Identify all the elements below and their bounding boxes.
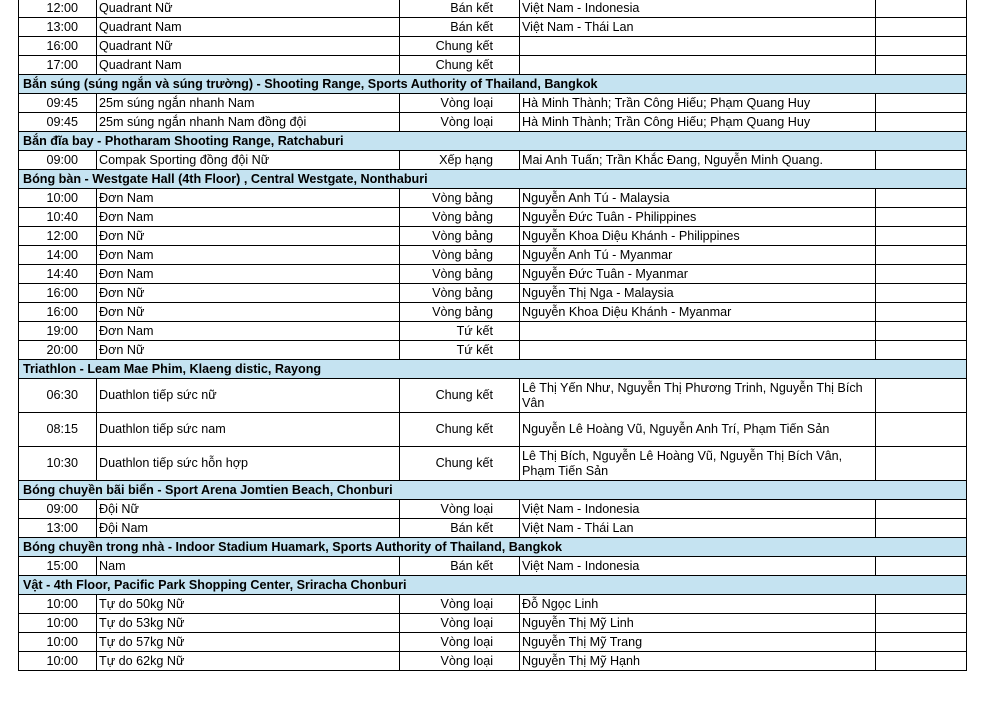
section-header-row — [19, 538, 967, 557]
time-cell: 17:00 — [19, 56, 97, 75]
round-cell: Tứ kết — [400, 341, 520, 360]
event-cell: Đơn Nữ — [97, 303, 400, 322]
athletes-cell: Đỗ Ngọc Linh — [520, 595, 876, 614]
athletes-cell: Nguyễn Thị Mỹ Linh — [520, 614, 876, 633]
athletes-cell: Nguyễn Thị Mỹ Hạnh — [520, 652, 876, 671]
time-cell: 10:30 — [19, 447, 97, 481]
event-cell: Đơn Nữ — [97, 341, 400, 360]
round-cell: Bán kết — [400, 18, 520, 37]
athletes-cell: Nguyễn Đức Tuân - Myanmar — [520, 265, 876, 284]
athletes-cell — [520, 341, 876, 360]
extra-cell — [876, 500, 967, 519]
athletes-cell: Mai Anh Tuấn; Trần Khắc Đang, Nguyễn Minh Quang. — [520, 151, 876, 170]
extra-cell — [876, 208, 967, 227]
time-cell: 13:00 — [19, 18, 97, 37]
round-cell: Chung kết — [400, 379, 520, 413]
time-cell: 08:15 — [19, 413, 97, 447]
round-cell: Vòng bảng — [400, 189, 520, 208]
round-cell: Vòng loại — [400, 614, 520, 633]
round-cell: Xếp hạng — [400, 151, 520, 170]
event-cell: Đơn Nữ — [97, 227, 400, 246]
round-cell: Vòng loại — [400, 113, 520, 132]
round-cell: Vòng loại — [400, 633, 520, 652]
table-row — [19, 379, 967, 413]
table-row — [19, 557, 967, 576]
section-header-row — [19, 576, 967, 595]
schedule-sheet — [18, 0, 966, 671]
section-header-row — [19, 132, 967, 151]
table-row — [19, 303, 967, 322]
event-cell: Đơn Nam — [97, 246, 400, 265]
round-cell: Vòng bảng — [400, 284, 520, 303]
event-cell: Compak Sporting đồng đội Nữ — [97, 151, 400, 170]
extra-cell — [876, 303, 967, 322]
round-cell: Vòng loại — [400, 94, 520, 113]
table-row — [19, 614, 967, 633]
event-cell: Đơn Nam — [97, 265, 400, 284]
athletes-cell: Nguyễn Thị Nga - Malaysia — [520, 284, 876, 303]
event-cell: Quadrant Nữ — [97, 0, 400, 18]
table-row — [19, 0, 967, 18]
section-title: Bóng bàn - Westgate Hall (4th Floor) , Central Westgate, Nonthaburi — [19, 170, 967, 189]
time-cell: 13:00 — [19, 519, 97, 538]
extra-cell — [876, 284, 967, 303]
time-cell: 15:00 — [19, 557, 97, 576]
event-cell: Đội Nam — [97, 519, 400, 538]
extra-cell — [876, 151, 967, 170]
table-row — [19, 18, 967, 37]
section-header-row — [19, 481, 967, 500]
time-cell: 19:00 — [19, 322, 97, 341]
section-title: Bắn đĩa bay - Photharam Shooting Range, Ratchaburi — [19, 132, 967, 151]
event-cell: Tự do 53kg Nữ — [97, 614, 400, 633]
time-cell: 09:00 — [19, 151, 97, 170]
time-cell: 14:40 — [19, 265, 97, 284]
event-cell: Tự do 57kg Nữ — [97, 633, 400, 652]
table-row — [19, 227, 967, 246]
table-row — [19, 265, 967, 284]
event-cell: Quadrant Nam — [97, 56, 400, 75]
athletes-cell: Việt Nam - Indonesia — [520, 0, 876, 18]
table-row — [19, 113, 967, 132]
event-cell: 25m súng ngắn nhanh Nam đồng đội — [97, 113, 400, 132]
athletes-cell: Việt Nam - Thái Lan — [520, 519, 876, 538]
section-title: Bóng chuyền bãi biển - Sport Arena Jomtien Beach, Chonburi — [19, 481, 967, 500]
time-cell: 14:00 — [19, 246, 97, 265]
table-row — [19, 94, 967, 113]
athletes-cell — [520, 37, 876, 56]
time-cell: 09:45 — [19, 113, 97, 132]
event-cell: Đội Nữ — [97, 500, 400, 519]
extra-cell — [876, 265, 967, 284]
time-cell: 06:30 — [19, 379, 97, 413]
round-cell: Tứ kết — [400, 322, 520, 341]
event-cell: Duathlon tiếp sức nam — [97, 413, 400, 447]
event-cell: 25m súng ngắn nhanh Nam — [97, 94, 400, 113]
athletes-cell: Hà Minh Thành; Trần Công Hiếu; Phạm Quang Huy — [520, 94, 876, 113]
round-cell: Bán kết — [400, 519, 520, 538]
event-cell: Quadrant Nam — [97, 18, 400, 37]
table-row — [19, 413, 967, 447]
time-cell: 10:00 — [19, 189, 97, 208]
table-row — [19, 447, 967, 481]
extra-cell — [876, 56, 967, 75]
extra-cell — [876, 519, 967, 538]
section-title: Vật - 4th Floor, Pacific Park Shopping Center, Sriracha Chonburi — [19, 576, 967, 595]
extra-cell — [876, 113, 967, 132]
table-row — [19, 37, 967, 56]
time-cell: 12:00 — [19, 0, 97, 18]
event-cell: Đơn Nam — [97, 208, 400, 227]
table-row — [19, 652, 967, 671]
section-header-row — [19, 360, 967, 379]
extra-cell — [876, 322, 967, 341]
round-cell: Vòng bảng — [400, 227, 520, 246]
time-cell: 16:00 — [19, 303, 97, 322]
athletes-cell — [520, 56, 876, 75]
table-row — [19, 208, 967, 227]
round-cell: Chung kết — [400, 413, 520, 447]
round-cell: Chung kết — [400, 37, 520, 56]
event-cell: Duathlon tiếp sức hỗn hợp — [97, 447, 400, 481]
time-cell: 16:00 — [19, 284, 97, 303]
time-cell: 10:00 — [19, 595, 97, 614]
table-row — [19, 322, 967, 341]
round-cell: Vòng loại — [400, 652, 520, 671]
athletes-cell: Lê Thị Bích, Nguyễn Lê Hoàng Vũ, Nguyễn Thị Bích Vân, Phạm Tiến Sản — [520, 447, 876, 481]
round-cell: Vòng loại — [400, 500, 520, 519]
table-row — [19, 595, 967, 614]
round-cell: Vòng bảng — [400, 265, 520, 284]
extra-cell — [876, 379, 967, 413]
event-cell: Đơn Nam — [97, 322, 400, 341]
round-cell: Vòng bảng — [400, 246, 520, 265]
section-title: Bóng chuyền trong nhà - Indoor Stadium Huamark, Sports Authority of Thailand, Bangkok — [19, 538, 967, 557]
table-row — [19, 284, 967, 303]
athletes-cell: Nguyễn Thị Mỹ Trang — [520, 633, 876, 652]
time-cell: 12:00 — [19, 227, 97, 246]
event-cell: Duathlon tiếp sức nữ — [97, 379, 400, 413]
table-row — [19, 341, 967, 360]
extra-cell — [876, 37, 967, 56]
athletes-cell: Nguyễn Anh Tú - Malaysia — [520, 189, 876, 208]
round-cell: Vòng bảng — [400, 303, 520, 322]
extra-cell — [876, 0, 967, 18]
extra-cell — [876, 614, 967, 633]
round-cell: Bán kết — [400, 557, 520, 576]
section-header-row — [19, 170, 967, 189]
athletes-cell: Việt Nam - Thái Lan — [520, 18, 876, 37]
athletes-cell: Hà Minh Thành; Trần Công Hiếu; Phạm Quang Huy — [520, 113, 876, 132]
time-cell: 10:00 — [19, 633, 97, 652]
event-cell: Đơn Nam — [97, 189, 400, 208]
section-header-row — [19, 75, 967, 94]
section-title: Triathlon - Leam Mae Phim, Klaeng distic, Rayong — [19, 360, 967, 379]
round-cell: Chung kết — [400, 447, 520, 481]
time-cell: 09:45 — [19, 94, 97, 113]
extra-cell — [876, 413, 967, 447]
event-cell: Tự do 50kg Nữ — [97, 595, 400, 614]
round-cell: Chung kết — [400, 56, 520, 75]
extra-cell — [876, 447, 967, 481]
time-cell: 10:00 — [19, 652, 97, 671]
time-cell: 09:00 — [19, 500, 97, 519]
extra-cell — [876, 94, 967, 113]
table-row — [19, 246, 967, 265]
athletes-cell: Việt Nam - Indonesia — [520, 557, 876, 576]
table-row — [19, 519, 967, 538]
table-row — [19, 633, 967, 652]
extra-cell — [876, 246, 967, 265]
extra-cell — [876, 341, 967, 360]
time-cell: 10:40 — [19, 208, 97, 227]
athletes-cell — [520, 322, 876, 341]
extra-cell — [876, 18, 967, 37]
round-cell: Vòng bảng — [400, 208, 520, 227]
round-cell: Vòng loại — [400, 595, 520, 614]
event-cell: Quadrant Nữ — [97, 37, 400, 56]
extra-cell — [876, 557, 967, 576]
athletes-cell: Nguyễn Anh Tú - Myanmar — [520, 246, 876, 265]
table-row — [19, 56, 967, 75]
extra-cell — [876, 633, 967, 652]
section-title: Bắn súng (súng ngắn và súng trường) - Shooting Range, Sports Authority of Thailand, Bangkok — [19, 75, 967, 94]
table-row — [19, 500, 967, 519]
athletes-cell: Việt Nam - Indonesia — [520, 500, 876, 519]
athletes-cell: Nguyễn Khoa Diệu Khánh - Philippines — [520, 227, 876, 246]
extra-cell — [876, 595, 967, 614]
table-row — [19, 151, 967, 170]
athletes-cell: Lê Thị Yến Như, Nguyễn Thị Phương Trinh, Nguyễn Thị Bích Vân — [520, 379, 876, 413]
table-row — [19, 189, 967, 208]
athletes-cell: Nguyễn Đức Tuân - Philippines — [520, 208, 876, 227]
athletes-cell: Nguyễn Lê Hoàng Vũ, Nguyễn Anh Trí, Phạm Tiến Sản — [520, 413, 876, 447]
time-cell: 16:00 — [19, 37, 97, 56]
athletes-cell: Nguyễn Khoa Diệu Khánh - Myanmar — [520, 303, 876, 322]
extra-cell — [876, 652, 967, 671]
round-cell: Bán kết — [400, 0, 520, 18]
extra-cell — [876, 189, 967, 208]
schedule-table — [18, 0, 967, 671]
event-cell: Tự do 62kg Nữ — [97, 652, 400, 671]
event-cell: Đơn Nữ — [97, 284, 400, 303]
schedule-body — [19, 0, 967, 671]
event-cell: Nam — [97, 557, 400, 576]
time-cell: 10:00 — [19, 614, 97, 633]
extra-cell — [876, 227, 967, 246]
time-cell: 20:00 — [19, 341, 97, 360]
